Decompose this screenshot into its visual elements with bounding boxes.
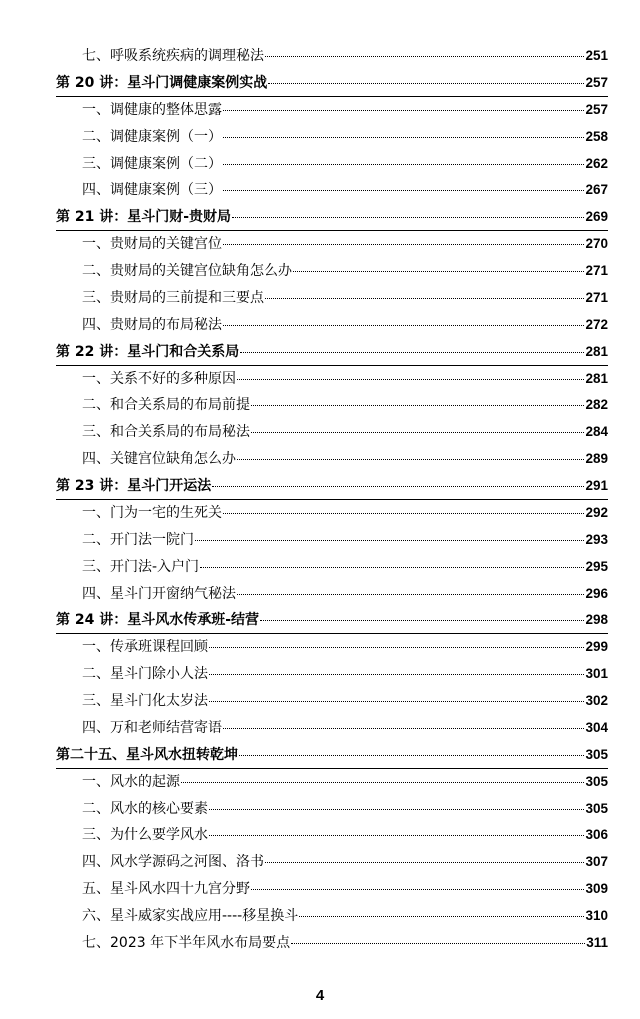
- toc-entry-page: 305: [585, 800, 608, 816]
- dot-leader: [268, 83, 584, 84]
- toc-entry-page: 301: [585, 666, 608, 682]
- toc-entry-page: 310: [585, 908, 608, 923]
- toc-entry-page: 311: [586, 934, 608, 950]
- toc-entry-page: 270: [585, 236, 608, 252]
- toc-entry-title: 一、贵财局的关键宫位: [82, 236, 222, 253]
- toc-entry-title: 四、星斗门开窗纳气秘法: [82, 585, 236, 602]
- toc-section-entry[interactable]: [0, 258, 640, 285]
- toc-entry-title: 三、开门法-入户门: [82, 558, 200, 575]
- toc-entry-title: 一、调健康的整体思露: [82, 101, 222, 118]
- toc-section-entry[interactable]: [0, 715, 640, 742]
- dot-leader: [223, 244, 584, 245]
- dot-leader: [232, 217, 584, 218]
- toc-chapter-entry[interactable]: [0, 742, 640, 769]
- toc-entry-title: 五、星斗风水四十九宫分野: [82, 881, 250, 898]
- toc-section-entry[interactable]: [0, 930, 640, 957]
- toc-entry-title: 四、万和老师结营寄语: [82, 719, 222, 736]
- toc-section-entry[interactable]: [0, 634, 640, 661]
- dot-leader: [200, 567, 584, 568]
- dot-leader: [209, 674, 584, 675]
- toc-section-entry[interactable]: [0, 97, 640, 124]
- toc-entry-page: 289: [585, 451, 608, 467]
- toc-entry-title: 第 22 讲：星斗门和合关系局: [56, 343, 240, 360]
- dot-leader: [209, 835, 584, 836]
- dot-leader: [299, 916, 584, 917]
- dot-leader: [293, 271, 584, 272]
- dot-leader: [240, 352, 584, 353]
- toc-entry-title: 第 23 讲：星斗门开运法: [56, 478, 212, 494]
- toc-entry-title: 六、星斗威家实战应用----移星换斗: [82, 908, 299, 924]
- toc-entry-page: 281: [585, 370, 608, 386]
- toc-section-entry[interactable]: [0, 661, 640, 688]
- toc-section-entry[interactable]: [0, 876, 640, 903]
- toc-entry-page: 305: [585, 773, 608, 789]
- toc-entry-title: 四、贵财局的布局秘法: [82, 316, 222, 333]
- dot-leader: [212, 486, 584, 487]
- toc-entry-title: 一、关系不好的多种原因: [82, 370, 236, 387]
- toc-chapter-entry[interactable]: [0, 473, 640, 500]
- dot-leader: [237, 459, 584, 460]
- dot-leader: [209, 701, 584, 702]
- toc-section-entry[interactable]: [0, 366, 640, 393]
- toc-entry-page: 258: [585, 128, 608, 144]
- toc-entry-title: 三、星斗门化太岁法: [82, 693, 208, 709]
- toc-entry-title: 二、调健康案例（一）: [82, 128, 222, 145]
- toc-section-entry[interactable]: [0, 581, 640, 608]
- dot-leader: [265, 298, 584, 299]
- toc-entry-title: 二、贵财局的关键宫位缺角怎么办: [82, 263, 292, 279]
- toc-section-entry[interactable]: [0, 231, 640, 258]
- toc-section-entry[interactable]: [0, 500, 640, 527]
- toc-section-entry[interactable]: [0, 769, 640, 796]
- dot-leader: [181, 782, 584, 783]
- toc-chapter-entry[interactable]: [0, 607, 640, 634]
- toc-section-entry[interactable]: [0, 527, 640, 554]
- dot-leader: [265, 862, 584, 863]
- toc-section-entry[interactable]: [0, 392, 640, 419]
- toc-entry-page: 292: [585, 504, 608, 520]
- toc-section-entry[interactable]: [0, 849, 640, 876]
- toc-section-entry[interactable]: [0, 312, 640, 339]
- toc-entry-title: 七、2023 年下半年风水布局要点: [82, 934, 291, 951]
- toc-entry-title: 第 21 讲：星斗门财-贵财局: [56, 209, 232, 226]
- toc-entry-page: 281: [585, 343, 608, 359]
- toc-section-entry[interactable]: [0, 822, 640, 849]
- toc-entry-page: 305: [585, 746, 608, 762]
- toc-entry-title: 第 20 讲：星斗门调健康案例实战: [56, 74, 268, 91]
- toc-section-entry[interactable]: [0, 796, 640, 823]
- toc-section-entry[interactable]: [0, 688, 640, 715]
- toc-entry-title: 三、和合关系局的布局秘法: [82, 424, 250, 441]
- toc-entry-title: 七、呼吸系统疾病的调理秘法: [82, 48, 264, 64]
- dot-leader: [195, 540, 584, 541]
- table-of-contents: [0, 43, 640, 957]
- toc-entry-page: 271: [585, 289, 608, 305]
- dot-leader: [223, 110, 584, 111]
- toc-section-entry[interactable]: [0, 43, 640, 70]
- dot-leader: [223, 325, 584, 326]
- toc-entry-page: 284: [585, 424, 608, 440]
- toc-entry-page: 302: [585, 693, 608, 708]
- dot-leader: [251, 405, 584, 406]
- toc-entry-page: 262: [585, 155, 608, 171]
- dot-leader: [209, 809, 584, 810]
- page-number: 4: [315, 987, 325, 1004]
- toc-section-entry[interactable]: [0, 177, 640, 204]
- toc-entry-title: 二、星斗门除小人法: [82, 666, 208, 683]
- dot-leader: [223, 137, 584, 138]
- dot-leader: [209, 647, 584, 648]
- toc-entry-page: 309: [585, 881, 608, 897]
- toc-entry-page: 282: [585, 397, 608, 413]
- toc-entry-page: 296: [585, 585, 608, 601]
- toc-entry-title: 第 24 讲：星斗风水传承班-结营: [56, 612, 260, 629]
- toc-entry-title: 四、风水学源码之河图、洛书: [82, 854, 264, 871]
- dot-leader: [237, 594, 584, 595]
- toc-chapter-entry[interactable]: [0, 339, 640, 366]
- toc-entry-title: 三、贵财局的三前提和三要点: [82, 289, 264, 306]
- toc-entry-title: 一、风水的起源: [82, 773, 180, 790]
- dot-leader: [223, 190, 584, 191]
- toc-chapter-entry[interactable]: [0, 204, 640, 231]
- toc-entry-page: 251: [585, 48, 608, 63]
- toc-section-entry[interactable]: [0, 285, 640, 312]
- dot-leader: [223, 728, 584, 729]
- dot-leader: [251, 432, 584, 433]
- dot-leader: [260, 620, 584, 621]
- dot-leader: [237, 379, 584, 380]
- toc-entry-title: 二、开门法一院门: [82, 531, 194, 548]
- toc-chapter-entry[interactable]: [0, 70, 640, 97]
- toc-entry-page: 257: [585, 101, 608, 117]
- toc-entry-title: 一、门为一宅的生死关: [82, 504, 222, 521]
- dot-leader: [265, 56, 584, 57]
- toc-entry-page: 293: [585, 531, 608, 547]
- toc-entry-page: 257: [585, 74, 608, 90]
- toc-entry-page: 295: [585, 558, 608, 574]
- toc-entry-page: 306: [585, 827, 608, 843]
- toc-entry-page: 272: [585, 316, 608, 332]
- toc-entry-title: 二、和合关系局的布局前提: [82, 397, 250, 414]
- toc-section-entry[interactable]: [0, 903, 640, 930]
- toc-entry-page: 291: [585, 478, 608, 493]
- toc-entry-title: 第二十五、星斗风水扭转乾坤: [56, 746, 238, 763]
- toc-entry-title: 一、传承班课程回顾: [82, 639, 208, 656]
- dot-leader: [223, 164, 584, 165]
- toc-entry-page: 271: [585, 263, 608, 278]
- toc-section-entry[interactable]: [0, 554, 640, 581]
- toc-entry-page: 307: [585, 854, 608, 870]
- toc-entry-title: 二、风水的核心要素: [82, 800, 208, 817]
- toc-entry-page: 304: [585, 719, 608, 735]
- toc-section-entry[interactable]: [0, 124, 640, 151]
- dot-leader: [239, 755, 584, 756]
- dot-leader: [291, 943, 585, 944]
- toc-entry-page: 267: [585, 182, 608, 198]
- dot-leader: [251, 889, 584, 890]
- toc-section-entry[interactable]: [0, 446, 640, 473]
- toc-entry-page: 269: [585, 209, 608, 225]
- dot-leader: [223, 513, 584, 514]
- toc-entry-title: 四、关键宫位缺角怎么办: [82, 451, 236, 468]
- toc-section-entry[interactable]: [0, 151, 640, 178]
- toc-entry-title: 三、调健康案例（二）: [82, 155, 222, 172]
- toc-entry-page: 298: [585, 612, 608, 628]
- toc-entry-page: 299: [585, 639, 608, 655]
- toc-section-entry[interactable]: [0, 419, 640, 446]
- toc-entry-title: 三、为什么要学风水: [82, 827, 208, 844]
- toc-entry-title: 四、调健康案例（三）: [82, 182, 222, 199]
